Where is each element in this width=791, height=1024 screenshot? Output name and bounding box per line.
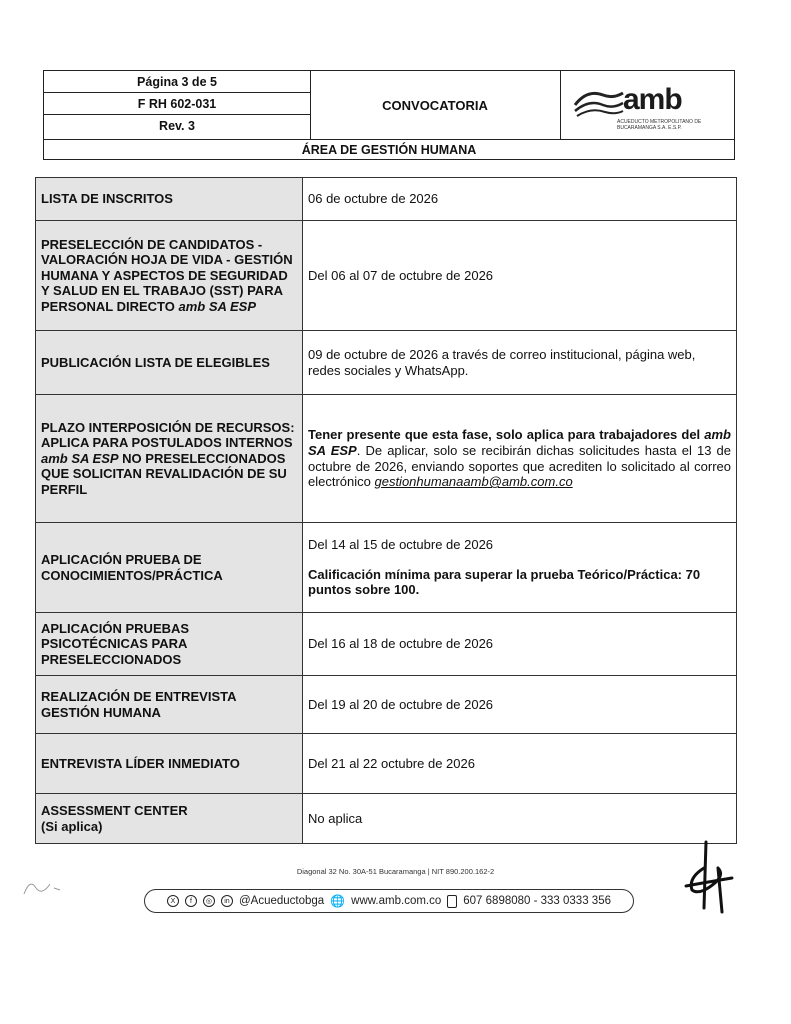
row-label: PLAZO INTERPOSICIÓN DE RECURSOS: APLICA PARA POSTULADOS INTERNOS amb SA ESP NO PRESELECCIONADOS QUE SOLICITAN REVALIDACIÓN DE SU PERFIL	[36, 395, 303, 523]
form-code: F RH 602-031	[44, 93, 310, 115]
social-handle[interactable]: @Acueductobga	[238, 895, 325, 907]
area-title: ÁREA DE GESTIÓN HUMANA	[44, 139, 734, 161]
facebook-icon[interactable]: f	[185, 895, 197, 907]
table-row	[36, 221, 737, 331]
schedule-table	[35, 177, 737, 844]
row-label: APLICACIÓN PRUEBAS PSICOTÉCNICAS PARA PRESELECCIONADOS	[36, 613, 303, 676]
instagram-icon[interactable]: ◎	[203, 895, 215, 907]
phone-numbers: 607 6898080 - 333 0333 356	[463, 895, 611, 907]
logo-text: amb	[623, 83, 682, 116]
footer-address: Diagonal 32 No. 30A-51 Bucaramanga | NIT 890.200.162-2	[296, 867, 495, 876]
water-waves-icon	[573, 85, 625, 119]
signature-icon	[678, 838, 738, 918]
document-title: CONVOCATORIA	[310, 71, 561, 139]
row-label: ASSESSMENT CENTER (Si aplica)	[36, 794, 303, 844]
table-row	[36, 395, 737, 523]
amb-logo	[561, 71, 735, 139]
logo-subtext: ACUEDUCTO METROPOLITANO DE BUCARAMANGA S.A. E.S.P.	[617, 119, 702, 131]
row-value: Del 06 al 07 de octubre de 2026	[303, 221, 737, 331]
row-value: Del 14 al 15 de octubre de 2026 Calificación mínima para superar la prueba Teórico/Práctica: 70 puntos sobre 100.	[303, 523, 737, 613]
row-label: LISTA DE INSCRITOS	[36, 178, 303, 221]
phone-icon	[447, 895, 457, 908]
table-row	[36, 794, 737, 844]
document-header	[43, 70, 735, 160]
row-label: PRESELECCIÓN DE CANDIDATOS - VALORACIÓN HOJA DE VIDA - GESTIÓN HUMANA Y ASPECTOS DE SEGURIDAD Y SALUD EN EL TRABAJO (SST) PARA PERSONAL DIRECTO amb SA ESP	[36, 221, 303, 331]
email-link[interactable]: gestionhumanaamb@amb.com.co	[374, 474, 573, 490]
row-value: Del 19 al 20 de octubre de 2026	[303, 676, 737, 734]
table-row	[36, 331, 737, 395]
table-row	[36, 523, 737, 613]
table-row	[36, 734, 737, 794]
row-label: PUBLICACIÓN LISTA DE ELEGIBLES	[36, 331, 303, 395]
minimum-score-note: Calificación mínima para superar la prueba Teórico/Práctica: 70 puntos sobre 100.	[308, 566, 701, 598]
row-value: 06 de octubre de 2026	[303, 178, 737, 221]
row-value: Del 16 al 18 de octubre de 2026	[303, 613, 737, 676]
row-label: APLICACIÓN PRUEBA DE CONOCIMIENTOS/PRÁCTICA	[36, 523, 303, 613]
row-value: Del 21 al 22 octubre de 2026	[303, 734, 737, 794]
linkedin-icon[interactable]: in	[221, 895, 233, 907]
table-row	[36, 178, 737, 221]
row-label: REALIZACIÓN DE ENTREVISTA GESTIÓN HUMANA	[36, 676, 303, 734]
row-value: No aplica	[303, 794, 737, 844]
x-icon[interactable]: X	[167, 895, 179, 907]
website-link[interactable]: www.amb.com.co	[351, 895, 442, 907]
document-meta	[44, 71, 311, 139]
page-number: Página 3 de 5	[44, 71, 310, 93]
table-row	[36, 676, 737, 734]
globe-icon: 🌐	[330, 894, 346, 908]
row-value: 09 de octubre de 2026 a través de correo institucional, página web, redes sociales y WhatsApp.	[303, 331, 737, 395]
row-label: ENTREVISTA LÍDER INMEDIATO	[36, 734, 303, 794]
pen-mark-icon	[20, 868, 80, 898]
footer-contact-bar	[144, 889, 634, 913]
revision: Rev. 3	[159, 119, 195, 133]
row-value: Tener presente que esta fase, solo aplica para trabajadores del amb SA ESP. De aplicar, solo se recibirán dichas solicitudes hasta el 13 de octubre de 2026, enviando soportes que acrediten lo solicitado al correo electrónico gestionhumanaamb@amb.com.co	[303, 395, 737, 523]
table-row	[36, 613, 737, 676]
